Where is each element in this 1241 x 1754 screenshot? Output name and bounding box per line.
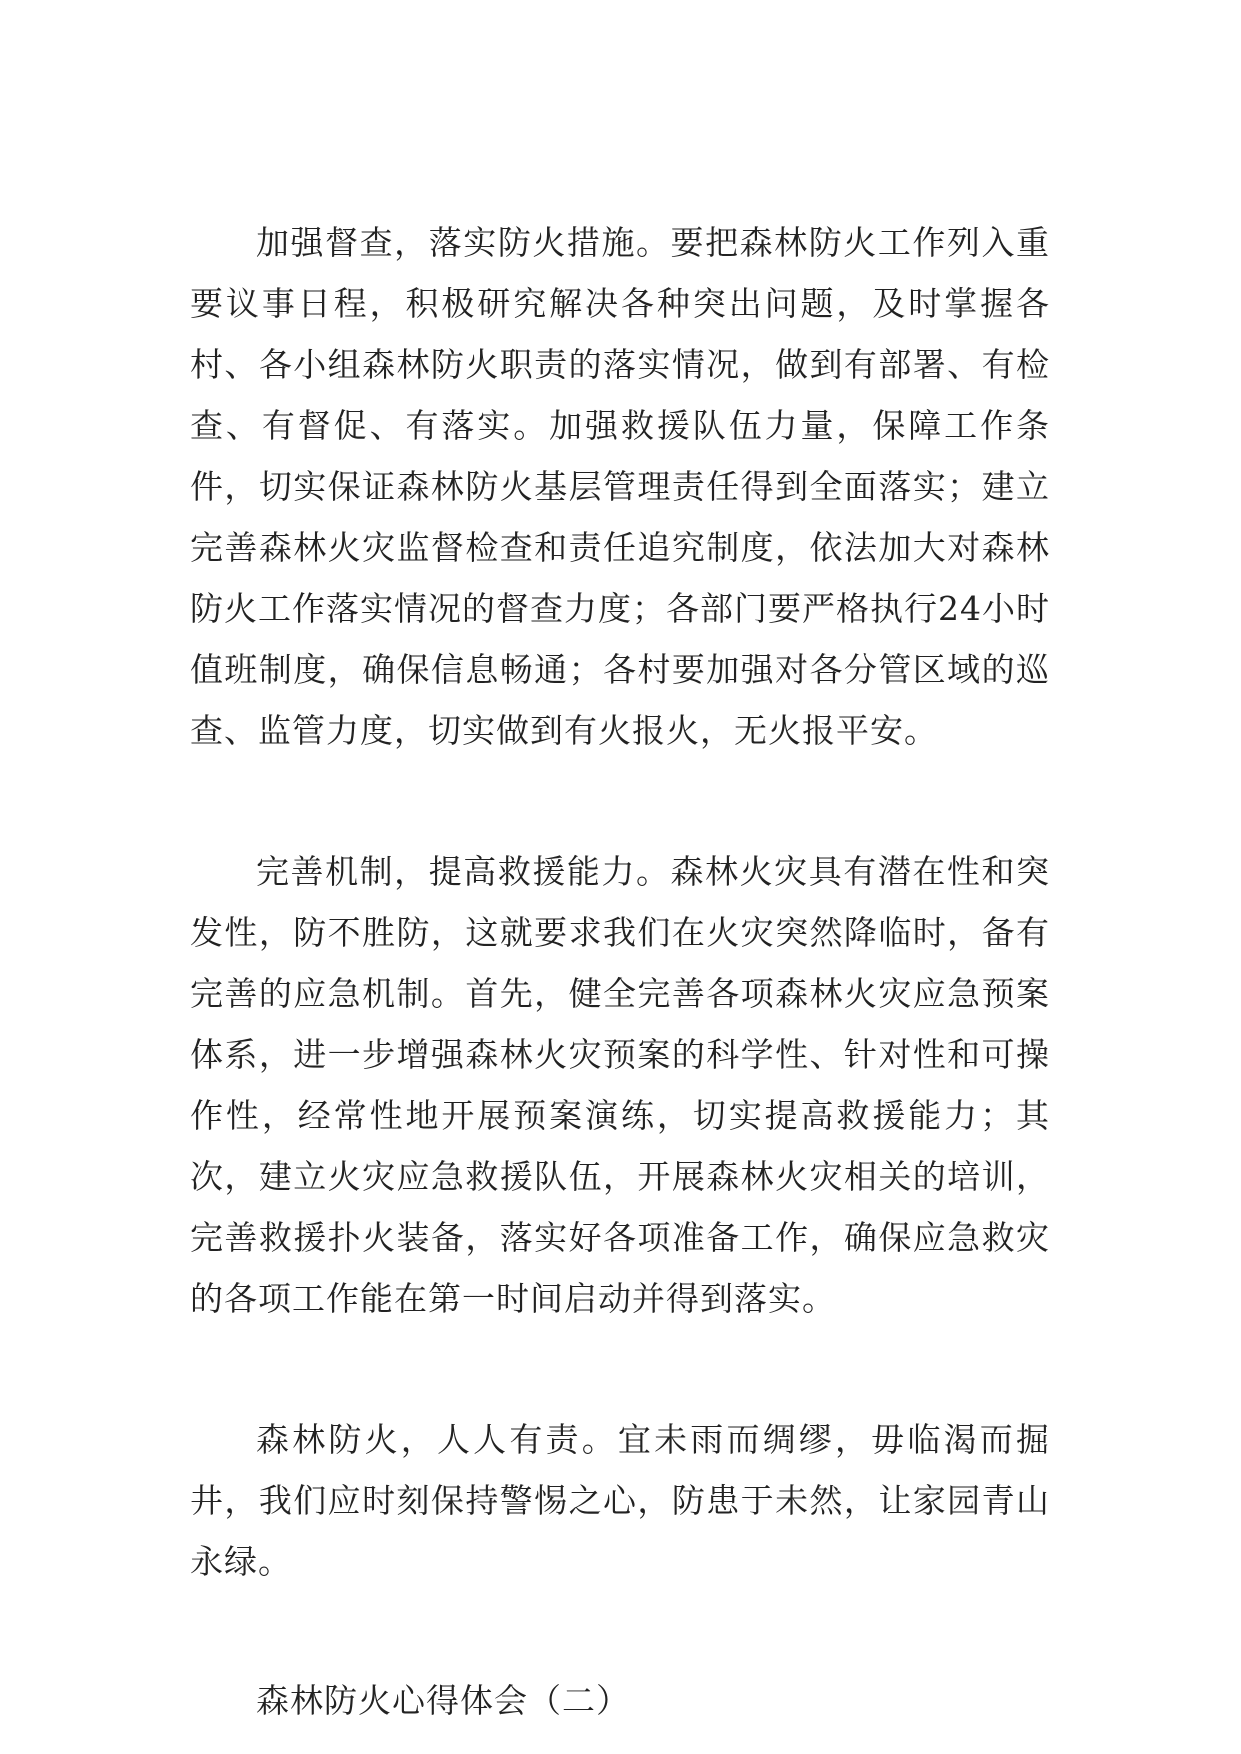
paragraph-mechanism: 完善机制，提高救援能力。森林火灾具有潜在性和突发性，防不胜防，这就要求我们在火灾突然降临时，备有完善的应急机制。首先，健全完善各项森林火灾应急预案体系，进一步增强森林火灾预案的科学性、针对性和可操作性，经常性地开展预案演练，切实提高救援能力；其次，建立火灾应急救援队伍，开展森林火灾相关的培训，完善救援扑火装备，落实好各项准备工作，确保应急救灾的各项工作能在第一时间启动并得到落实。 [190,852,1050,1318]
section-heading: 森林防火心得体会（二） [256,1681,630,1720]
paragraph-responsibility: 森林防火，人人有责。宜未雨而绸缪，毋临渴而掘井，我们应时刻保持警惕之心，防患于未然，让家园青山永绿。 [190,1420,1050,1581]
document-body [190,212,1050,1731]
paragraph-supervision: 加强督查，落实防火措施。要把森林防火工作列入重要议事日程，积极研究解决各种突出问题，及时掌握各村、各小组森林防火职责的落实情况，做到有部署、有检查、有督促、有落实。加强救援队伍力量，保障工作条件，切实保证森林防火基层管理责任得到全面落实；建立完善森林火灾监督检查和责任追究制度，依法加大对森林防火工作落实情况的督查力度；各部门要严格执行24小时值班制度，确保信息畅通；各村要加强对各分管区域的巡查、监管力度，切实做到有火报火，无火报平安。 [190,223,1050,750]
